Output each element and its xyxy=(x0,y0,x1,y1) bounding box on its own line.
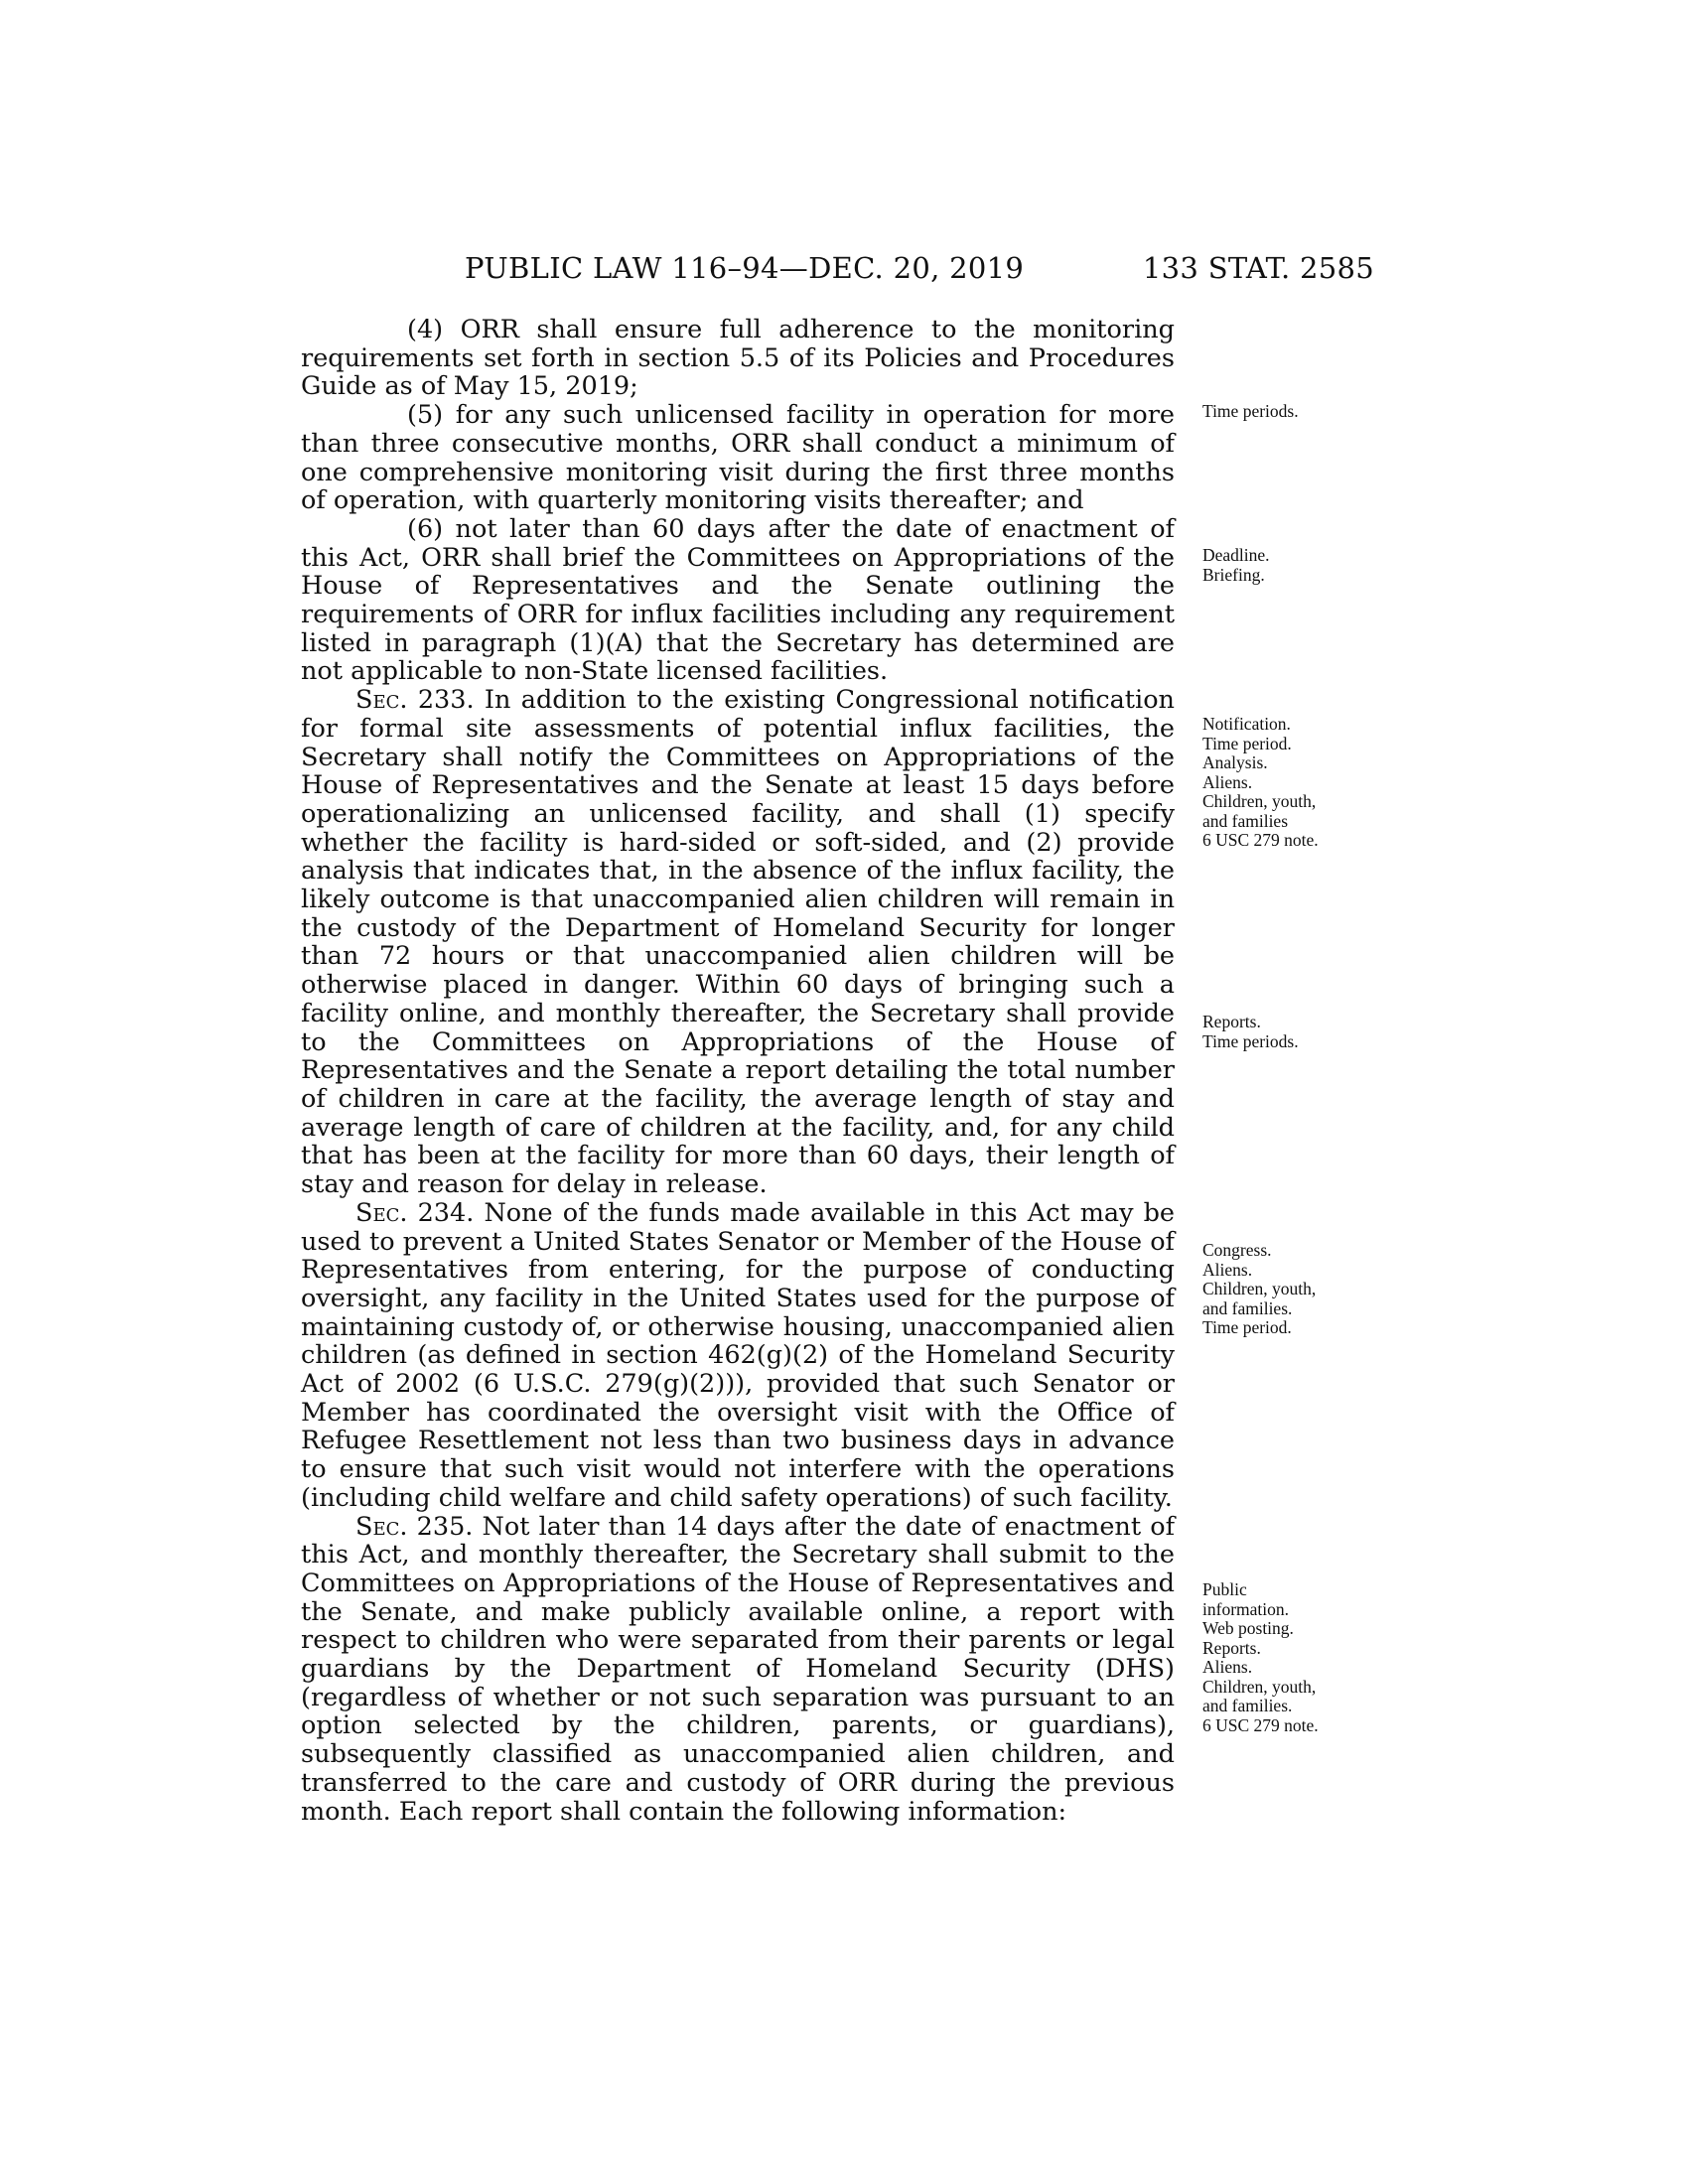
margin-note-sec-234: Congress. Aliens. Children, youth, and families. Time period. xyxy=(1202,1240,1317,1337)
statute-page-number: 133 STAT. 2585 xyxy=(1142,251,1374,285)
body-text xyxy=(301,316,1175,1826)
section-233-label: Sec. 233. xyxy=(355,685,475,716)
section-234 xyxy=(301,1199,1175,1513)
paragraph-5: (5) for any such unlicensed facility in operation for more than three consecutive months, ORR shall conduct a minimum of one comprehensive monitoring visit during the first three months of operation, with quarterly monitoring visits thereafter; and xyxy=(301,400,1175,516)
margin-note-time-periods: Time periods. xyxy=(1202,401,1299,421)
section-235-label: Sec. 235. xyxy=(355,1511,474,1542)
running-header xyxy=(298,251,1374,291)
public-law-citation: PUBLIC LAW 116–94—DEC. 20, 2019 xyxy=(465,251,1025,285)
margin-note-sec-233: Notification. Time period. Analysis. Aliens. Children, youth, and families 6 USC 279 note. xyxy=(1202,714,1319,850)
margin-note-deadline: Deadline. Briefing. xyxy=(1202,545,1270,585)
section-233 xyxy=(301,686,1175,1199)
paragraph-4: (4) ORR shall ensure full adherence to the monitoring requirements set forth in section 5.5 of its Policies and Procedures Guide as of May 15, 2019; xyxy=(301,315,1175,402)
section-233-text: In addition to the existing Congressional notification for formal site assessments of potential influx facilities, the Secretary shall notify the Committees on Appropriations of the House of Representatives and the Senate at least 15 days before operationalizing an unlicensed facility, and shall (1) specify whether the facility is hard-sided or soft-sided, and (2) provide analysis that indicates that, in the absence of the influx facility, the likely outcome is that unaccompanied alien children will remain in the custody of the Department of Homeland Security for longer than 72 hours or that unaccompanied alien children will be otherwise placed in danger. Within 60 days of bringing such a facility online, and monthly thereafter, the Secretary shall provide to the Committees on Appropriations of the House of Representatives and the Senate a report detailing the total number of children in care at the facility, the average length of stay and average length of care of children at the facility, and, for any child that has been at the facility for more than 60 days, their length of stay and reason for delay in release. xyxy=(301,685,1175,1200)
margin-note-sec-235: Public information. Web posting. Reports. Aliens. Children, youth, and families. 6 USC 279 note. xyxy=(1202,1579,1319,1735)
margin-note-reports: Reports. Time periods. xyxy=(1202,1012,1299,1051)
section-235 xyxy=(301,1513,1175,1827)
section-234-text: None of the funds made available in this Act may be used to prevent a United States Senator or Member of the House of Representatives from entering, for the purpose of conducting oversight, any facility in the United States used for the purpose of maintaining custody of, or otherwise housing, unaccompanied alien children (as defined in section 462(g)(2) of the Homeland Security Act of 2002 (6 U.S.C. 279(g)(2))), provided that such Senator or Member has coordinated the oversight visit with the Office of Refugee Resettlement not less than two business days in advance to ensure that such visit would not interfere with the operations (including child welfare and child safety operations) of such facility. xyxy=(301,1197,1176,1513)
section-235-text: Not later than 14 days after the date of enactment of this Act, and monthly thereafter, the Secretary shall submit to the Committees on Appropriations of the House of Representatives and the Senate, and make publicly available online, a report with respect to children who were separated from their parents or legal guardians by the Department of Homeland Security (DHS) (regardless of whether or not such separation was pursuant to an option selected by the children, parents, or guardians), subsequently classified as unaccompanied alien children, and transferred to the care and custody of ORR during the previous month. Each report shall contain the following information: xyxy=(301,1511,1176,1827)
section-234-label: Sec. 234. xyxy=(355,1197,475,1228)
paragraph-6: (6) not later than 60 days after the date of enactment of this Act, ORR shall brief the Committees on Appropriations of the House of Representatives and the Senate outlining the requirements of ORR for influx facilities including any requirement listed in paragraph (1)(A) that the Secretary has determined are not applicable to non-State licensed facilities. xyxy=(301,513,1175,687)
